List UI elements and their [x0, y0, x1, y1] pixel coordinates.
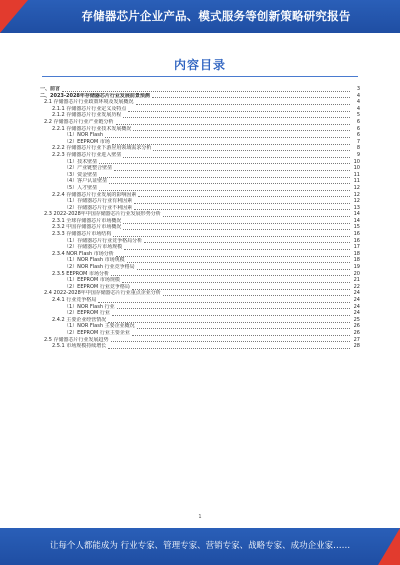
toc-entry-title: 一、前言 — [40, 86, 61, 92]
footer-slogan: 让每个人都能成为 行业专家、管理专家、营销专家、战略专家、成功企业家…… — [49, 541, 351, 551]
toc-entry-page: 10 — [353, 165, 360, 172]
toc-leader-dots — [108, 344, 350, 349]
report-header-banner — [0, 0, 400, 33]
toc-entry[interactable] — [40, 185, 360, 192]
toc-entry-page: 28 — [353, 343, 360, 350]
toc-entry-page: 20 — [353, 270, 360, 277]
toc-entry[interactable] — [40, 139, 360, 146]
toc-divider — [42, 76, 358, 77]
toc-entry-page: 6 — [356, 132, 360, 139]
header-red-corner — [0, 0, 28, 33]
toc-leader-dots — [132, 285, 350, 290]
toc-leader-dots — [123, 113, 350, 118]
toc-entry[interactable] — [40, 271, 360, 278]
toc-leader-dots — [105, 133, 350, 138]
toc-leader-dots — [99, 173, 350, 178]
toc-entry[interactable] — [40, 330, 360, 337]
toc-entry-title: 2.4.1 行业竞争格局 — [52, 297, 97, 303]
toc-entry-title: （2）EEPROM 行业 — [64, 310, 110, 317]
toc-entry[interactable] — [40, 264, 360, 271]
toc-entry[interactable] — [40, 224, 360, 231]
toc-entry[interactable] — [40, 310, 360, 317]
toc-leader-dots — [132, 331, 350, 336]
toc-entry-title: 2.2.1 存储器芯片行业技术发展概况 — [52, 125, 132, 132]
toc-entry-page: 24 — [353, 310, 360, 317]
toc-entry[interactable] — [40, 244, 360, 251]
toc-entry[interactable] — [40, 152, 360, 159]
toc-leader-dots — [62, 87, 350, 92]
toc-entry[interactable] — [40, 323, 360, 330]
toc-entry-title: （1）技术壁垒 — [64, 158, 98, 165]
toc-entry[interactable] — [40, 172, 360, 179]
toc-entry[interactable] — [40, 112, 360, 119]
toc-entry[interactable] — [40, 343, 360, 350]
toc-heading: 内容目录 — [173, 58, 226, 72]
toc-entry-title: （2）EEPROM 市场 — [64, 138, 110, 145]
toc-entry-title: （2）EEPROM 行业竞争格局 — [64, 283, 130, 290]
toc-entry-page: 16 — [353, 231, 360, 238]
toc-entry-title: （2）存储器芯片行业不利因素 — [64, 204, 133, 211]
toc-entry[interactable] — [40, 211, 360, 218]
toc-entry[interactable] — [40, 317, 360, 324]
toc-entry[interactable] — [40, 277, 360, 284]
toc-leader-dots — [137, 324, 350, 329]
toc-entry-title: 2.1.1 存储器芯片行业定义及特点 — [52, 105, 127, 112]
toc-entry-page: 22 — [353, 283, 360, 290]
toc-entry-title: （2）存储器芯片市场规模 — [64, 244, 123, 251]
toc-entry-page: 26 — [353, 323, 360, 330]
toc-entry-page: 12 — [353, 198, 360, 205]
toc-entry[interactable] — [40, 284, 360, 291]
toc-entry[interactable] — [40, 238, 360, 245]
toc-leader-dots — [124, 245, 350, 250]
toc-entry-page: 14 — [353, 211, 360, 218]
toc-entry[interactable] — [40, 218, 360, 225]
toc-entry-title: （1）NOR Flash — [64, 132, 104, 139]
toc-leader-dots — [117, 304, 350, 309]
toc-entry-page: 11 — [353, 178, 360, 185]
toc-entry-page: 5 — [356, 112, 360, 119]
toc-entry-title: （3）资金壁垒 — [64, 171, 98, 178]
toc-entry[interactable] — [40, 99, 360, 106]
toc-leader-dots — [112, 311, 350, 316]
toc-leader-dots — [111, 337, 350, 342]
toc-entry-page: 4 — [356, 92, 360, 99]
toc-entry[interactable] — [40, 257, 360, 264]
toc-entry[interactable] — [40, 165, 360, 172]
toc-entry-page: 11 — [353, 171, 360, 178]
toc-entry-page: 6 — [356, 125, 360, 132]
toc-entry[interactable] — [40, 251, 360, 258]
toc-entry-page: 3 — [356, 86, 360, 92]
toc-entry-title: 2.2.4 存储器芯片行业发展的影响因素 — [52, 191, 137, 198]
toc-entry[interactable] — [40, 119, 360, 126]
toc-entry-title: 2.3 2022-2028年中国存储器芯片行业发展形势分析 — [44, 211, 161, 218]
toc-entry[interactable] — [40, 337, 360, 344]
toc-entry-page: 27 — [353, 336, 360, 343]
toc-leader-dots — [109, 179, 350, 184]
toc-leader-dots — [123, 153, 350, 158]
toc-entry-page: 24 — [353, 297, 360, 303]
toc-entry-title: （1）NOR Flash 主要企业概况 — [64, 323, 135, 330]
toc-entry[interactable] — [40, 290, 360, 297]
toc-leader-dots — [111, 271, 350, 276]
toc-entry-title: 2.2.2 存储器芯片行业下游应用领域需求分析 — [52, 145, 152, 152]
toc-entry-title: 2.2 存储器芯片行业产业链分析 — [44, 118, 114, 125]
toc-entry[interactable] — [40, 126, 360, 133]
toc-entry-page: 4 — [356, 99, 360, 106]
toc-entry-page: 13 — [353, 204, 360, 211]
toc-entry-page: 8 — [356, 145, 360, 152]
report-footer-banner — [0, 528, 400, 565]
toc-leader-dots — [128, 107, 350, 112]
toc-entry-title: 2.1 存储器芯片行业政策环境及发展概况 — [44, 99, 134, 106]
toc-entry-page: 15 — [353, 224, 360, 231]
toc-entry-page: 26 — [353, 329, 360, 336]
toc-leader-dots — [123, 225, 350, 230]
toc-entry-page: 24 — [353, 303, 360, 310]
toc-entry-title: （2）EEPROM 行业主要企业 — [64, 329, 130, 336]
toc-leader-dots — [134, 205, 350, 210]
toc-entry[interactable] — [40, 231, 360, 238]
toc-entry-page: 25 — [353, 316, 360, 323]
toc-entry-page: 18 — [353, 257, 360, 264]
toc-leader-dots — [134, 199, 350, 204]
toc-entry-title: （5）人才壁垒 — [64, 184, 98, 191]
table-of-contents — [40, 86, 360, 350]
toc-leader-dots — [114, 166, 350, 171]
toc-entry-title: （1）NOR Flash 行业 — [64, 303, 115, 310]
toc-entry-page: 12 — [353, 191, 360, 198]
toc-entry-page: 18 — [353, 250, 360, 257]
toc-entry[interactable] — [40, 106, 360, 113]
toc-entry[interactable] — [40, 86, 360, 93]
toc-entry-page: 4 — [356, 105, 360, 112]
toc-entry-page: 7 — [356, 138, 360, 145]
toc-entry-title: （2）NOR Flash 行业竞争格局 — [64, 264, 135, 271]
toc-entry-page: 16 — [353, 237, 360, 244]
toc-entry-title: 二、2023-2028年存储器芯片行业发展前景预测 — [40, 92, 150, 99]
toc-leader-dots — [108, 318, 350, 323]
toc-entry-title: （1）NOR Flash 市场规模 — [64, 257, 125, 264]
toc-entry-page: 17 — [353, 244, 360, 251]
toc-entry[interactable] — [40, 192, 360, 199]
toc-leader-dots — [136, 100, 350, 105]
toc-leader-dots — [123, 219, 350, 224]
toc-entry[interactable] — [40, 304, 360, 311]
toc-entry[interactable] — [40, 145, 360, 152]
toc-leader-dots — [163, 212, 350, 217]
toc-leader-dots — [144, 238, 350, 243]
toc-entry-page: 14 — [353, 217, 360, 224]
toc-entry[interactable] — [40, 159, 360, 166]
toc-leader-dots — [153, 146, 350, 151]
toc-entry-title: 2.3.4 NOR Flash 市场分析 — [52, 250, 114, 257]
toc-entry-title: （2）产业链整合壁垒 — [64, 165, 113, 172]
toc-entry-page: 21 — [353, 277, 360, 284]
toc-entry-title: 2.2.3 存储器芯片行业进入壁垒 — [52, 151, 122, 158]
toc-leader-dots — [163, 291, 350, 296]
toc-leader-dots — [127, 258, 350, 263]
toc-entry-title: 2.3.3 存储器芯片市场结构 — [52, 231, 112, 238]
toc-leader-dots — [137, 265, 350, 270]
toc-entry-page: 12 — [353, 184, 360, 191]
toc-leader-dots — [112, 140, 350, 145]
toc-leader-dots — [98, 298, 350, 303]
toc-entry[interactable] — [40, 205, 360, 212]
toc-leader-dots — [122, 278, 350, 283]
toc-entry-title: 2.4.2 主要企业经营情况 — [52, 316, 107, 323]
toc-leader-dots — [138, 192, 350, 197]
report-title: 存储器芯片企业产品、模式服务等创新策略研究报告 — [81, 9, 351, 23]
toc-entry-title: 2.1.2 存储器芯片行业发展历程 — [52, 112, 122, 119]
toc-entry-title: 2.4 2022-2028年中国存储器芯片行业重点企业分析 — [44, 290, 161, 297]
toc-entry-title: （1）EEPROM 市场规模 — [64, 277, 120, 284]
toc-entry-title: （4）客户认证壁垒 — [64, 178, 108, 185]
toc-entry-page: 10 — [353, 158, 360, 165]
toc-entry-title: 2.3.5 EEPROM 市场分析 — [52, 270, 109, 277]
toc-entry-title: 2.3.2 中国存储器芯片市场概况 — [52, 224, 122, 231]
toc-leader-dots — [113, 232, 350, 237]
toc-entry-title: 2.5.1 市场规模持续增长 — [52, 343, 107, 350]
toc-entry-title: 2.3.1 全球存储器芯片市场概况 — [52, 217, 122, 224]
toc-entry-page: 6 — [356, 118, 360, 125]
toc-entry[interactable] — [40, 297, 360, 304]
toc-entry[interactable] — [40, 93, 360, 100]
page-number: 1 — [198, 514, 202, 520]
toc-entry[interactable] — [40, 198, 360, 205]
toc-entry-page: 24 — [353, 290, 360, 297]
toc-leader-dots — [99, 159, 350, 164]
toc-leader-dots — [133, 126, 350, 131]
toc-leader-dots — [116, 120, 350, 125]
toc-leader-dots — [116, 252, 350, 257]
toc-leader-dots — [152, 93, 350, 98]
toc-entry-title: 2.5 存储器芯片行业发展趋势 — [44, 336, 109, 343]
toc-entry[interactable] — [40, 178, 360, 185]
toc-entry-title: （1）存储器芯片行业竞争格局分析 — [64, 237, 143, 244]
toc-entry-page: 19 — [353, 264, 360, 271]
toc-entry-title: （1）存储器芯片行业有利因素 — [64, 198, 133, 205]
footer-red-corner — [378, 528, 400, 565]
toc-entry[interactable] — [40, 132, 360, 139]
toc-entry-page: 9 — [356, 151, 360, 158]
toc-leader-dots — [99, 186, 350, 191]
